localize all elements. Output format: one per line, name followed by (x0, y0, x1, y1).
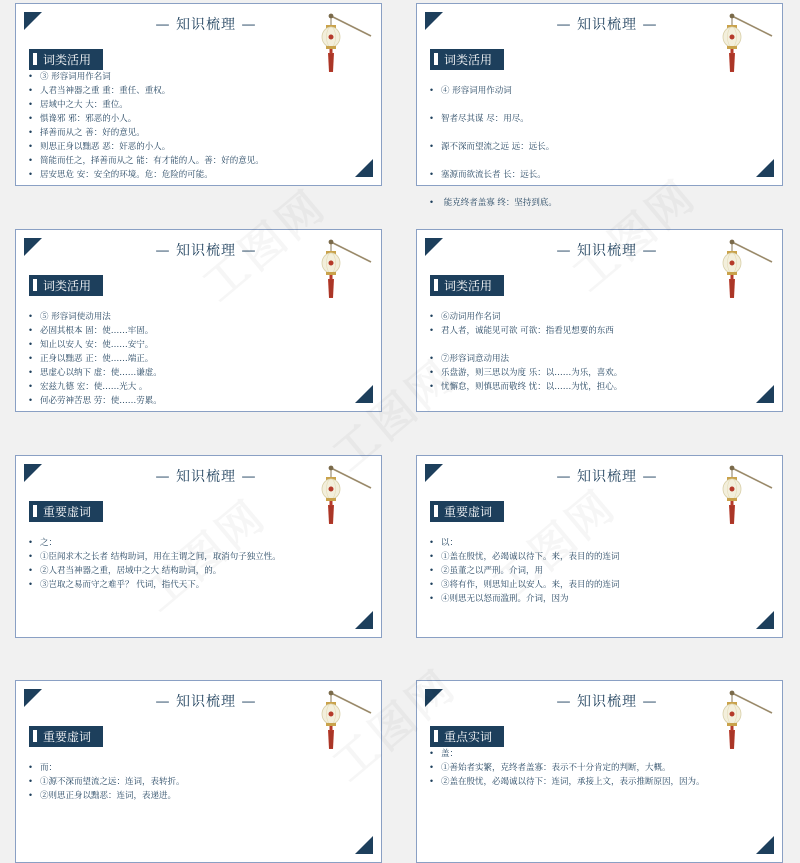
bullet-icon: • (429, 538, 435, 548)
bullet-line (429, 196, 749, 210)
line-text: 居安思危 安：安全的环境。危：危险的可能。 (40, 170, 213, 180)
section-tag: 重要虚词 (29, 726, 103, 747)
corner-decoration (756, 611, 774, 629)
corner-decoration (756, 385, 774, 403)
bullet-line (429, 98, 749, 112)
bullet-icon: • (429, 142, 435, 152)
bullet-line (28, 310, 348, 324)
bullet-line (429, 140, 749, 154)
lantern-icon (313, 687, 373, 757)
line-text: 塞源而欲流长者 长：远长。 (441, 170, 546, 180)
bullet-icon: • (28, 312, 34, 322)
line-text: 必固其根本 固：使……牢固。 (40, 326, 154, 336)
bullet-line (429, 310, 749, 324)
bullet-line (429, 168, 749, 182)
bullet-line (429, 380, 749, 394)
bullet-line (28, 296, 348, 310)
bullet-icon: • (28, 156, 34, 166)
bullet-line (28, 775, 348, 789)
lantern-icon (313, 10, 373, 80)
bullet-icon: • (28, 763, 34, 773)
bullet-line (28, 168, 348, 182)
bullet-icon: • (429, 170, 435, 180)
section-tag: 词类活用 (430, 275, 504, 296)
bullet-icon: • (28, 368, 34, 378)
line-text: 能克终者盖寡 终：坚持到底。 (441, 198, 557, 208)
line-text: ②人君当神器之重，居域中之大 结构助词，的。 (40, 566, 222, 576)
line-text: ④ 形容词用作动词 (441, 86, 512, 96)
bullet-icon: • (28, 538, 34, 548)
line-text: 乐盘游，则三思以为度 乐：以……为乐，喜欢。 (441, 368, 623, 378)
bullet-line (28, 550, 348, 564)
line-text: ②虽董之以严刑。介词，用 (441, 566, 544, 576)
bullet-icon: • (429, 198, 435, 208)
bullet-icon: • (429, 566, 435, 576)
line-text: 以： (441, 538, 459, 548)
bullet-line (28, 747, 348, 761)
line-text: 忧懈怠，则慎思而敬终 忧：以……为忧，担心。 (441, 382, 623, 392)
line-text: ②盖在殷忧，必竭诚以待下：连词，承接上文，表示推断原因，因为。 (441, 777, 705, 787)
content-list (429, 522, 749, 606)
content-list (28, 70, 348, 182)
section-tag: 词类活用 (29, 275, 103, 296)
bullet-line (429, 775, 749, 789)
line-text: 惧谗邪 邪：邪恶的小人。 (40, 114, 137, 124)
bullet-line (429, 747, 749, 761)
bullet-line (429, 70, 749, 84)
bullet-icon: • (28, 170, 34, 180)
bullet-icon: • (28, 580, 34, 590)
corner-decoration (355, 385, 373, 403)
corner-decoration (355, 159, 373, 177)
section-tag: 词类活用 (29, 49, 103, 70)
bullet-line (429, 296, 749, 310)
line-text: ⑥动词用作名词 (441, 312, 501, 322)
bullet-icon: • (28, 791, 34, 801)
slide-title: — 知识梳理 — (556, 694, 658, 710)
bullet-icon: • (28, 114, 34, 124)
content-list (429, 70, 749, 210)
bullet-line (28, 126, 348, 140)
slide-title: — 知识梳理 — (155, 469, 257, 485)
slide-card (15, 3, 382, 186)
bullet-line (28, 70, 348, 84)
bullet-line (429, 578, 749, 592)
bullet-line (429, 592, 749, 606)
line-text: 何必劳神苦思 劳：使……劳累。 (40, 396, 162, 406)
bullet-icon: • (28, 566, 34, 576)
line-text: ⑤ 形容词使动用法 (40, 312, 111, 322)
line-text: 简能而任之，择善而从之 能：有才能的人。善：好的意见。 (40, 156, 264, 166)
section-tag: 重点实词 (430, 726, 504, 747)
line-text: ①善始者实繁，克终者盖寡：表示不十分肯定的判断，大概。 (441, 763, 671, 773)
bullet-icon: • (429, 382, 435, 392)
content-list (28, 747, 348, 803)
bullet-icon: • (28, 100, 34, 110)
line-text: ③岂取之易而守之难乎？ 代词，指代天下。 (40, 580, 205, 590)
bullet-line (429, 366, 749, 380)
lantern-icon (313, 236, 373, 306)
bullet-line (28, 366, 348, 380)
slide-title: — 知识梳理 — (155, 17, 257, 33)
bullet-line (28, 578, 348, 592)
corner-decoration (24, 464, 42, 482)
line-text: ③将有作，则思知止以安人。来，表目的的连词 (441, 580, 620, 590)
bullet-icon: • (429, 580, 435, 590)
corner-decoration (24, 689, 42, 707)
slide-title: — 知识梳理 — (556, 469, 658, 485)
corner-decoration (425, 464, 443, 482)
line-text: 盖： (441, 749, 459, 759)
lantern-icon (714, 236, 774, 306)
content-list (28, 522, 348, 592)
slide-card (416, 229, 783, 412)
corner-decoration (425, 238, 443, 256)
bullet-icon: • (429, 312, 435, 322)
lantern-icon (313, 462, 373, 532)
bullet-line (28, 380, 348, 394)
slide-title: — 知识梳理 — (155, 243, 257, 259)
bullet-icon: • (429, 777, 435, 787)
bullet-line (429, 324, 749, 338)
bullet-icon: • (429, 114, 435, 124)
line-text: 之： (40, 538, 58, 548)
bullet-line (28, 761, 348, 775)
slide-card (416, 3, 783, 208)
bullet-line (429, 761, 749, 775)
bullet-line (28, 522, 348, 536)
content-list (429, 747, 749, 789)
corner-decoration (756, 836, 774, 854)
bullet-line (429, 536, 749, 550)
bullet-line (429, 126, 749, 140)
bullet-line (429, 112, 749, 126)
bullet-icon: • (429, 763, 435, 773)
corner-decoration (355, 611, 373, 629)
slide-title: — 知识梳理 — (556, 243, 658, 259)
line-text: 择善而从之 善：好的意见。 (40, 128, 145, 138)
bullet-icon: • (28, 72, 34, 82)
bullet-line (28, 352, 348, 366)
bullet-icon: • (28, 86, 34, 96)
bullet-icon: • (429, 86, 435, 96)
bullet-icon: • (28, 382, 34, 392)
bullet-line (429, 154, 749, 168)
line-text: 居域中之大 大：重位。 (40, 100, 128, 110)
section-tag: 重要虚词 (430, 501, 504, 522)
bullet-line (429, 182, 749, 196)
slide-card (416, 455, 783, 638)
slide-title: — 知识梳理 — (556, 17, 658, 33)
corner-decoration (425, 12, 443, 30)
bullet-icon: • (28, 354, 34, 364)
line-text: 君人者，诚能见可欲 可欲：指看见想要的东西 (441, 326, 614, 336)
bullet-icon: • (28, 777, 34, 787)
slide-card (15, 455, 382, 638)
bullet-icon: • (429, 594, 435, 604)
content-list (28, 296, 348, 408)
line-text: 而： (40, 763, 58, 773)
line-text: 人君当神器之重 重：重任、重权。 (40, 86, 171, 96)
bullet-line (429, 84, 749, 98)
bullet-line (28, 98, 348, 112)
corner-decoration (355, 836, 373, 854)
line-text: 智者尽其谋 尽：用尽。 (441, 114, 529, 124)
bullet-line (429, 564, 749, 578)
line-text: 则思正身以黜恶 恶：奸恶的小人。 (40, 142, 171, 152)
corner-decoration (425, 689, 443, 707)
lantern-icon (714, 687, 774, 757)
line-text: ④则思无以怒而滥刑。介词，因为 (441, 594, 569, 604)
line-text: ①源不深而望流之远：连词，表转折。 (40, 777, 185, 787)
bullet-line (28, 84, 348, 98)
bullet-icon: • (28, 552, 34, 562)
lantern-icon (714, 10, 774, 80)
line-text: 思虚心以纳下 虚：使……谦虚。 (40, 368, 162, 378)
bullet-icon: • (28, 128, 34, 138)
line-text: 源不深而望流之远 远：远长。 (441, 142, 555, 152)
slide-card (416, 680, 783, 863)
line-text: 知止以安人 安：使……安宁。 (40, 340, 154, 350)
lantern-icon (714, 462, 774, 532)
line-text: ①盖在殷忧，必竭诚以待下。来，表目的的连词 (441, 552, 620, 562)
bullet-line (28, 324, 348, 338)
bullet-line (28, 338, 348, 352)
bullet-line (28, 394, 348, 408)
bullet-line (429, 522, 749, 536)
section-tag: 词类活用 (430, 49, 504, 70)
slide-card (15, 680, 382, 863)
bullet-line (28, 140, 348, 154)
section-tag: 重要虚词 (29, 501, 103, 522)
bullet-icon: • (429, 326, 435, 336)
slide-card (15, 229, 382, 412)
bullet-line (28, 564, 348, 578)
bullet-line (28, 536, 348, 550)
line-text: 宏兹九德 宏：使……光大 。 (40, 382, 148, 392)
bullet-line (429, 352, 749, 366)
line-text: ③ 形容词用作名词 (40, 72, 111, 82)
bullet-icon: • (28, 340, 34, 350)
bullet-icon: • (429, 552, 435, 562)
bullet-line (429, 338, 749, 352)
bullet-icon: • (28, 396, 34, 406)
bullet-icon: • (28, 142, 34, 152)
bullet-line (429, 550, 749, 564)
line-text: ⑦形容词意动用法 (441, 354, 510, 364)
line-text: ①臣闻求木之长者 结构助词，用在主谓之间，取消句子独立性。 (40, 552, 281, 562)
corner-decoration (756, 159, 774, 177)
line-text: ②则思正身以黜恶：连词，表递进。 (40, 791, 177, 801)
corner-decoration (24, 238, 42, 256)
bullet-icon: • (429, 749, 435, 759)
corner-decoration (24, 12, 42, 30)
bullet-icon: • (28, 326, 34, 336)
content-list (429, 296, 749, 394)
bullet-icon: • (429, 368, 435, 378)
bullet-icon: • (429, 354, 435, 364)
bullet-line (28, 789, 348, 803)
line-text: 正身以黜恶 正：使……端正。 (40, 354, 154, 364)
bullet-line (28, 112, 348, 126)
slide-title: — 知识梳理 — (155, 694, 257, 710)
bullet-line (28, 154, 348, 168)
